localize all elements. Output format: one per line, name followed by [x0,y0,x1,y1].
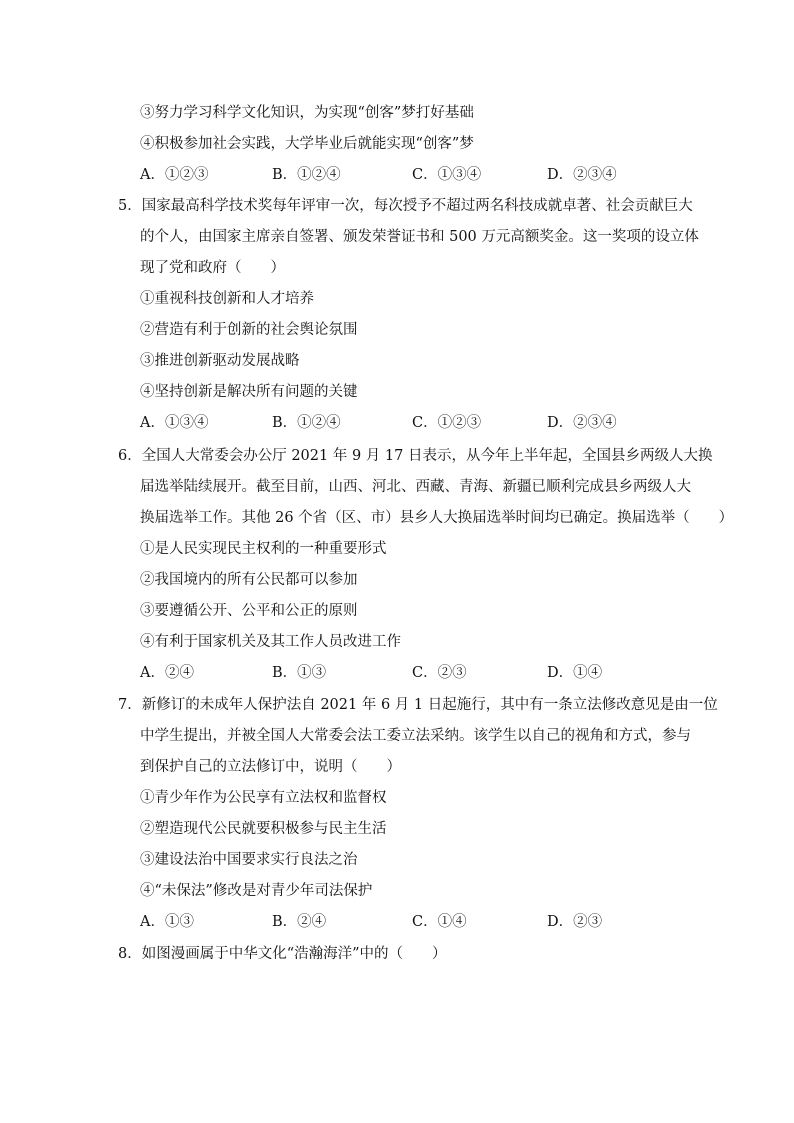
q7-option-b: B．②④ [272,914,327,930]
q5-option-c: C．①②③ [412,415,482,431]
q6-option-a: A．②④ [140,665,194,681]
q5-item-4: ④坚持创新是解决所有问题的关键 [140,384,358,400]
q6-option-b: B．①③ [272,665,327,681]
q7-item-4: ④“未保法”修改是对青少年司法保护 [140,883,373,899]
q6-item-3: ③要遵循公开、公平和公正的原则 [140,603,358,619]
q5-stem-line-1: 5．国家最高科学技术奖每年评审一次，每次授予不超过两名科技成就卓著、社会贡献巨大 [118,198,693,214]
q4-option-a: A．①②③ [140,167,209,183]
q5-option-d: D．②③④ [547,415,617,431]
q7-item-1: ①青少年作为公民享有立法权和监督权 [140,790,387,806]
q7-option-a: A．①③ [140,914,194,930]
q7-option-d: D．②③ [547,914,603,930]
q7-item-2: ②塑造现代公民就要积极参与民主生活 [140,821,387,837]
q5-item-2: ②营造有利于创新的社会舆论氛围 [140,322,358,338]
q5-item-3: ③推进创新驱动发展战略 [140,353,300,369]
q7-stem-line-2: 中学生提出，并被全国人大常委会法工委立法采纳。该学生以自己的视角和方式，参与 [140,728,691,744]
q4-option-c: C．①③④ [412,167,482,183]
q6-stem-line-1: 6．全国人大常委会办公厅 2021 年 9 月 17 日表示，从今年上半年起，全国县乡两级人大换 [118,448,713,464]
q6-stem-line-3: 换届选举工作。其他 26 个省（区、市）县乡人大换届选举时间均已确定。换届选举（ ） [140,510,734,526]
q6-option-c: C．②③ [412,665,467,681]
q7-option-c: C．①④ [412,914,467,930]
q4-item-4: ④积极参加社会实践，大学毕业后就能实现“创客”梦 [140,136,474,152]
q5-item-1: ①重视科技创新和人才培养 [140,291,314,307]
q6-option-d: D．①④ [547,665,603,681]
q6-stem-line-2: 届选举陆续展开。截至目前，山西、河北、西藏、青海、新疆已顺利完成县乡两级人大 [140,479,691,495]
q6-item-2: ②我国境内的所有公民都可以参加 [140,572,358,588]
q5-option-b: B．①②④ [272,415,341,431]
q7-item-3: ③建设法治中国要求实行良法之治 [140,852,358,868]
q6-item-4: ④有利于国家机关及其工作人员改进工作 [140,634,401,650]
q4-item-3: ③努力学习科学文化知识，为实现“创客”梦打好基础 [140,105,474,121]
q5-stem-line-2: 的个人，由国家主席亲自签署、颁发荣誉证书和 500 万元高额奖金。这一奖项的设立体 [140,229,699,245]
q5-option-a: A．①③④ [140,415,209,431]
q4-option-d: D．②③④ [547,167,617,183]
q5-stem-line-3: 现了党和政府（ ） [140,260,285,276]
q7-stem-line-1: 7．新修订的未成年人保护法自 2021 年 6 月 1 日起施行，其中有一条立法修改意见是由一位 [118,697,718,713]
q4-option-b: B．①②④ [272,167,341,183]
q7-stem-line-3: 到保护自己的立法修订中，说明（ ） [140,759,401,775]
q6-item-1: ①是人民实现民主权利的一种重要形式 [140,541,387,557]
q8-stem-line-1: 8．如图漫画属于中华文化“浩瀚海洋”中的（ ） [118,946,447,962]
